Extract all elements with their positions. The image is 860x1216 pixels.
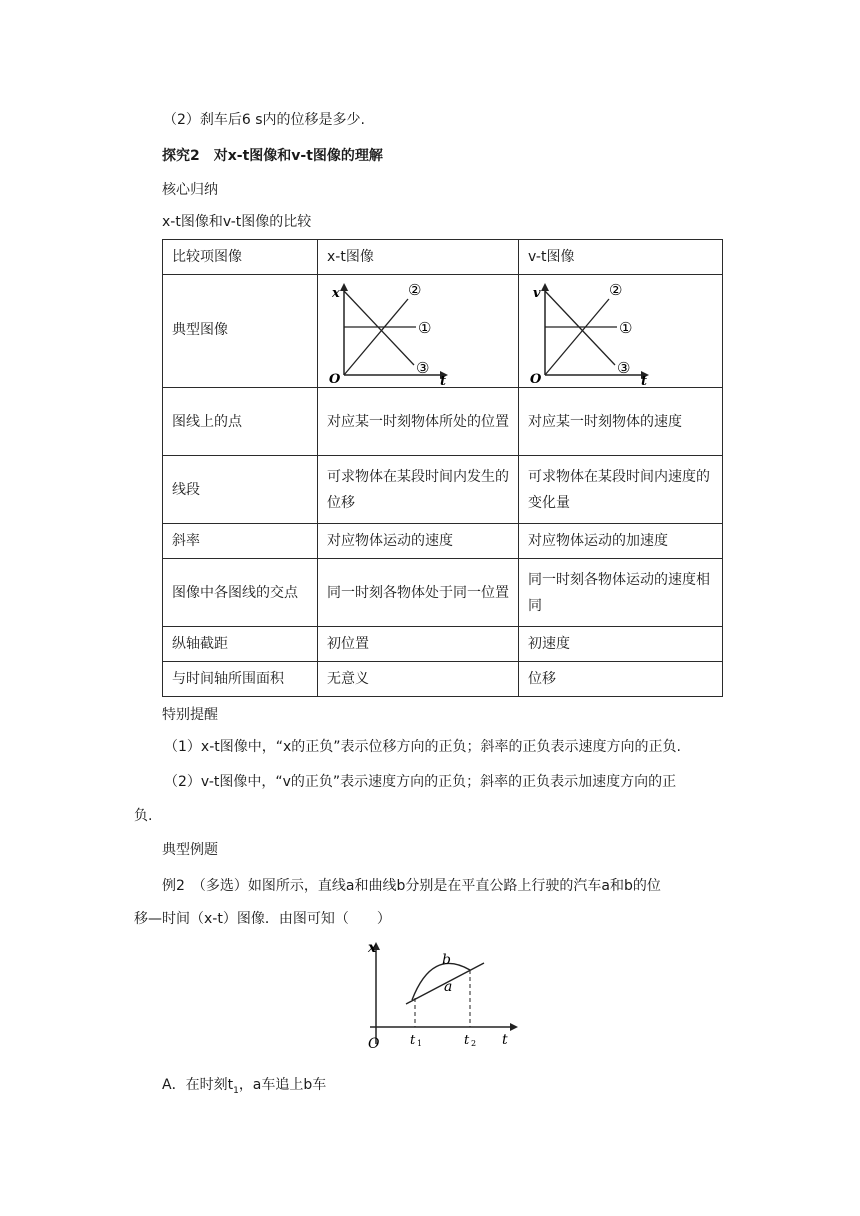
table-row xyxy=(163,662,723,697)
reminder-note-1: （1）x-t图像中，“x的正负”表示位移方向的正负；斜率的正负表示速度方向的正负. xyxy=(164,739,681,755)
table-cell: 可求物体在某段时间内速度的变化量 xyxy=(519,456,723,524)
table-cell: 同一时刻各物体处于同一位置 xyxy=(318,559,519,627)
table-row-label: 斜率 xyxy=(163,524,318,559)
curve-b-label: b xyxy=(442,952,451,968)
table-row xyxy=(163,388,723,456)
table-cell: 对应某一时刻物体的速度 xyxy=(519,388,723,456)
comparison-title: x-t图像和v-t图像的比较 xyxy=(162,214,312,230)
table-row-typical-graph xyxy=(163,275,723,388)
reminder-note-2-continued: 负. xyxy=(134,808,153,824)
table-row xyxy=(163,559,723,627)
table-row-label: 图像中各图线的交点 xyxy=(163,559,318,627)
table-cell: 对应某一时刻物体所处的位置 xyxy=(318,388,519,456)
example-xt-figure xyxy=(362,932,522,1052)
table-row-label: 典型图像 xyxy=(163,275,318,388)
table-cell: 初速度 xyxy=(519,627,723,662)
option-a-suffix: ，a车追上b车 xyxy=(238,1077,327,1093)
table-header-row xyxy=(163,240,723,275)
vt-typical-graph xyxy=(525,277,655,385)
typical-example-heading: 典型例题 xyxy=(162,842,218,858)
reminder-note-2: （2）v-t图像中，“v的正负”表示速度方向的正负；斜率的正负表示加速度方向的正 xyxy=(164,774,677,790)
table-cell: 同一时刻各物体运动的速度相同 xyxy=(519,559,723,627)
vt-line-1-label: ① xyxy=(619,319,633,337)
xt-line-3-label: ③ xyxy=(416,359,430,377)
t1-subscript: 1 xyxy=(417,1039,423,1048)
table-cell: 可求物体在某段时间内发生的位移 xyxy=(318,456,519,524)
core-summary-heading: 核心归纳 xyxy=(162,182,218,198)
table-row xyxy=(163,627,723,662)
table-cell: 对应物体运动的速度 xyxy=(318,524,519,559)
t2-label: t xyxy=(464,1033,470,1048)
vt-origin-label: O xyxy=(530,372,542,385)
xt-typical-graph xyxy=(324,277,454,385)
xt-line-2-label: ② xyxy=(408,281,422,299)
table-header-cell: 比较项图像 xyxy=(163,240,318,275)
table-header-cell: v-t图像 xyxy=(519,240,723,275)
vt-line-3-label: ③ xyxy=(617,359,631,377)
table-cell: 初位置 xyxy=(318,627,519,662)
option-a-prefix: A．在时刻t xyxy=(162,1077,234,1093)
table-cell: 位移 xyxy=(519,662,723,697)
t2-subscript: 2 xyxy=(471,1039,477,1048)
table-row-label: 线段 xyxy=(163,456,318,524)
vt-graph-cell xyxy=(519,275,723,388)
table-row-label: 与时间轴所围面积 xyxy=(163,662,318,697)
table-row-label: 图线上的点 xyxy=(163,388,318,456)
table-row-label: 纵轴截距 xyxy=(163,627,318,662)
vt-x-axis-label: t xyxy=(641,374,648,385)
vt-y-axis-label: v xyxy=(533,286,541,301)
table-cell: 无意义 xyxy=(318,662,519,697)
question-2-line: （2）刹车后6 s内的位移是多少. xyxy=(163,112,366,128)
vt-line-2-label: ② xyxy=(609,281,623,299)
xt-graph-cell xyxy=(318,275,519,388)
special-reminder-heading: 特别提醒 xyxy=(162,707,218,723)
figure-origin-label: O xyxy=(368,1036,380,1052)
comparison-table xyxy=(162,239,723,697)
example-2-line-2: 移—时间（x-t）图像．由图可知（ ） xyxy=(134,911,391,927)
xt-line-1-label: ① xyxy=(418,319,432,337)
option-a xyxy=(162,1075,326,1101)
table-row xyxy=(163,456,723,524)
xt-origin-label: O xyxy=(329,372,341,385)
xt-x-axis-label: t xyxy=(440,374,447,385)
example-2-line-1: 例2 （多选）如图所示，直线a和曲线b分别是在平直公路上行驶的汽车a和b的位 xyxy=(162,878,661,894)
table-row xyxy=(163,524,723,559)
line-a-label: a xyxy=(444,979,453,995)
t1-label: t xyxy=(410,1033,416,1048)
table-cell: 对应物体运动的加速度 xyxy=(519,524,723,559)
figure-x-axis-label: t xyxy=(502,1032,508,1048)
xt-y-axis-label: x xyxy=(332,286,340,301)
table-header-cell: x-t图像 xyxy=(318,240,519,275)
section-title: 探究2 对x-t图像和v-t图像的理解 xyxy=(162,148,383,164)
figure-y-axis-label: x xyxy=(368,940,377,956)
option-a-subscript: 1 xyxy=(233,1085,239,1096)
